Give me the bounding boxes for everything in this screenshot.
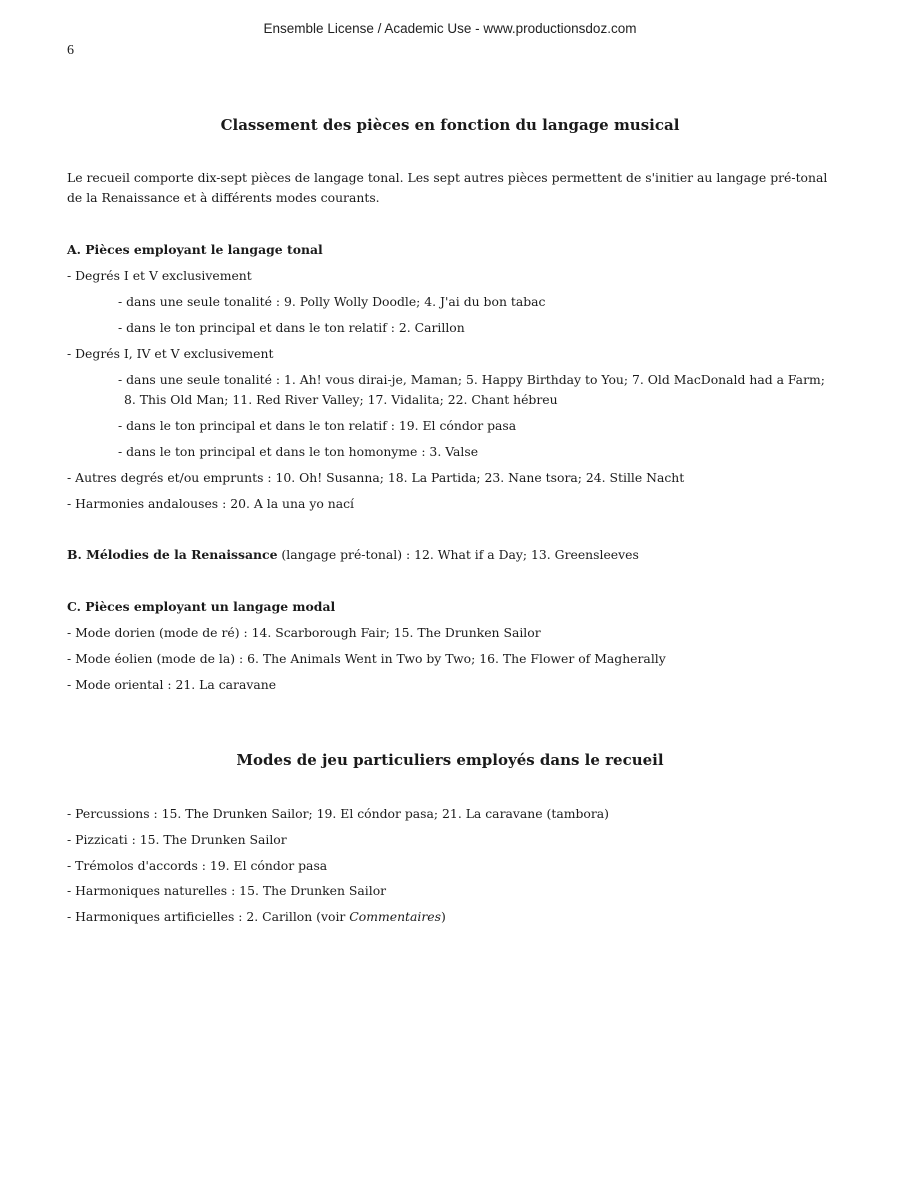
section-title-modes-de-jeu: Modes de jeu particuliers employés dans le recueil [236, 751, 664, 769]
degres-i-v: - Degrés I et V exclusivement [67, 268, 252, 283]
intro-line-2: de la Renaissance et à différents modes courants. [67, 190, 380, 205]
autres-degres: - Autres degrés et/ou emprunts : 10. Oh! Susanna; 18. La Partida; 23. Nane tsora; 24. Stille Nacht [67, 470, 685, 485]
mode-dorien: - Mode dorien (mode de ré) : 14. Scarborough Fair; 15. The Drunken Sailor [67, 625, 541, 640]
intro-line-1: Le recueil comporte dix-sept pièces de langage tonal. Les sept autres pièces permettent de s'initier au langage pré-tonal [67, 170, 828, 185]
harm-art-prefix: - Harmoniques artificielles : 2. Carillon (voir [67, 909, 350, 924]
license-header: Ensemble License / Academic Use - www.productionsdoz.com [263, 21, 637, 36]
degres-i-iv-v: - Degrés I, IV et V exclusivement [67, 346, 274, 361]
pizzicati: - Pizzicati : 15. The Drunken Sailor [67, 832, 287, 847]
degres-i-iv-v-item-3: - dans le ton principal et dans le ton homonyme : 3. Valse [118, 444, 479, 459]
degres-i-iv-v-item-1-line-1: - dans une seule tonalité : 1. Ah! vous dirai-je, Maman; 5. Happy Birthday to You; 7. Old MacDonald had a Farm; [118, 372, 825, 387]
harm-art-suffix: ) [441, 909, 446, 924]
intro-paragraph [67, 168, 827, 208]
part-a-heading: A. Pièces employant le langage tonal [67, 242, 323, 257]
mode-eolien: - Mode éolien (mode de la) : 6. The Animals Went in Two by Two; 16. The Flower of Magherally [67, 651, 666, 666]
degres-i-iv-v-item-1-line-2: 8. This Old Man; 11. Red River Valley; 17. Vidalita; 22. Chant hébreu [124, 392, 558, 407]
section-title-langage: Classement des pièces en fonction du langage musical [220, 116, 680, 134]
part-c-heading: C. Pièces employant un langage modal [67, 599, 336, 614]
percussions: - Percussions : 15. The Drunken Sailor; 19. El cóndor pasa; 21. La caravane (tambora) [67, 806, 610, 821]
degres-i-v-item-2: - dans le ton principal et dans le ton relatif : 2. Carillon [118, 320, 465, 335]
harm-art-commentaires: Commentaires [349, 909, 441, 924]
part-b-text: (langage pré-tonal) : 12. What if a Day; 13. Greensleeves [277, 547, 639, 562]
mode-oriental: - Mode oriental : 21. La caravane [67, 677, 277, 692]
tremolos: - Trémolos d'accords : 19. El cóndor pasa [67, 858, 328, 873]
degres-i-iv-v-item-2: - dans le ton principal et dans le ton relatif : 19. El cóndor pasa [118, 418, 517, 433]
harmoniques-artificielles [67, 909, 446, 924]
part-b-heading: B. Mélodies de la Renaissance [67, 547, 278, 562]
page-number: 6 [67, 43, 74, 58]
harmonies-andalouses: - Harmonies andalouses : 20. A la una yo nací [67, 496, 354, 511]
part-b-line [67, 547, 639, 562]
harmoniques-naturelles: - Harmoniques naturelles : 15. The Drunken Sailor [67, 883, 387, 898]
degres-i-v-item-1: - dans une seule tonalité : 9. Polly Wolly Doodle; 4. J'ai du bon tabac [118, 294, 546, 309]
